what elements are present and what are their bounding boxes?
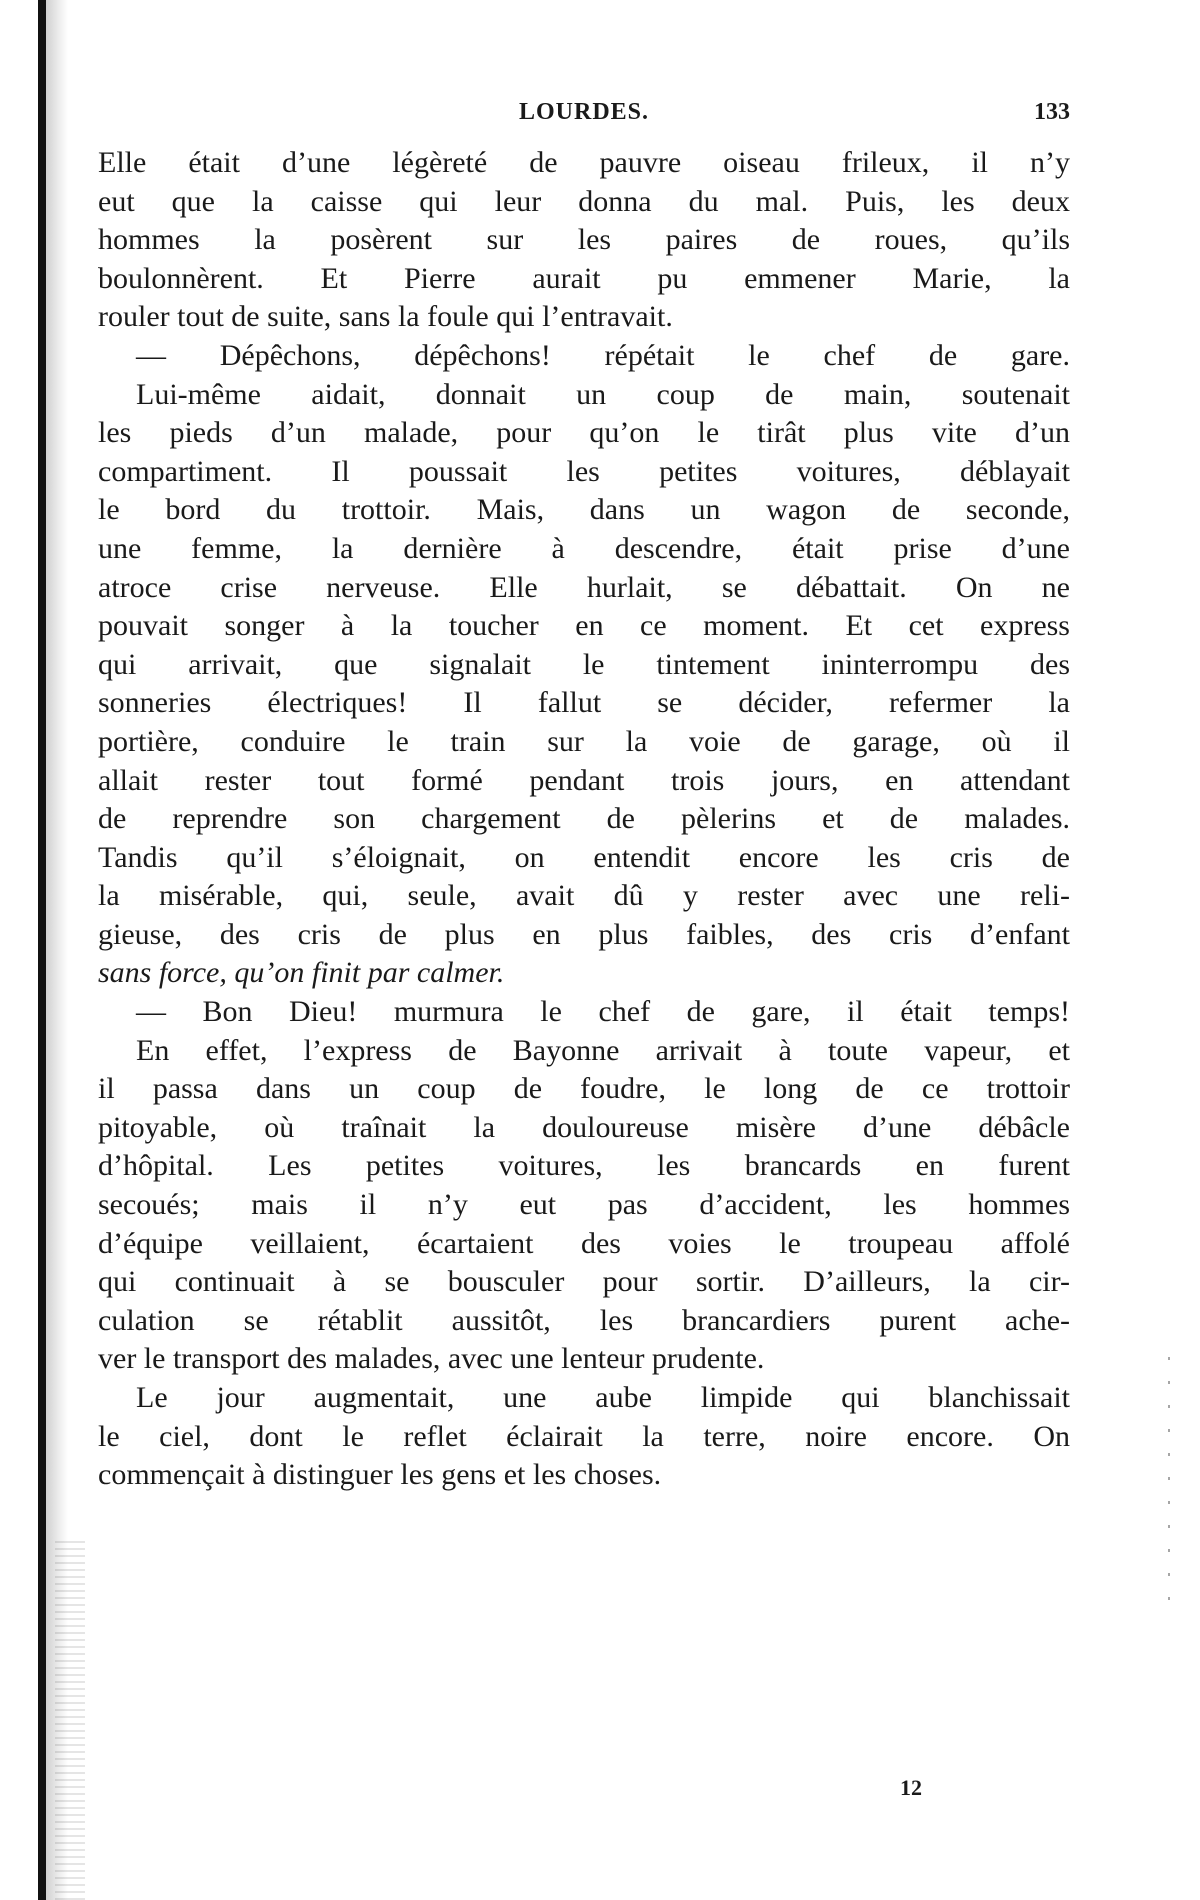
page-number: 133 <box>1034 99 1070 125</box>
text-line: la misérable, qui, seule, avait dû y rester avec une reli- <box>98 879 1070 913</box>
text-line: pouvait songer à la toucher en ce moment. Et cet express <box>98 609 1070 643</box>
text-line: de reprendre son chargement de pèlerins et de malades. <box>98 802 1070 836</box>
text-line: portière, conduire le train sur la voie de garage, où il <box>98 724 1070 758</box>
page-edge-dots <box>1168 1340 1170 1600</box>
text-line: qui arrivait, que signalait le tintement ininterrompu des <box>98 647 1070 681</box>
text-line: sans force, qu’on finit par calmer. <box>98 956 505 990</box>
text-line: gieuse, des cris de plus en plus faibles, des cris d’enfant <box>98 917 1070 951</box>
text-line: — Dépêchons, dépêchons! répétait le chef de gare. <box>136 338 1070 372</box>
signature-mark: 12 <box>900 1775 922 1800</box>
text-line: d’hôpital. Les petites voitures, les brancards en furent <box>98 1149 1070 1183</box>
text-line: rouler tout de suite, sans la foule qui l’entravait. <box>98 300 673 334</box>
text-line: qui continuait à se bousculer pour sortir. D’ailleurs, la cir- <box>98 1265 1070 1299</box>
text-line: pitoyable, où traînait la douloureuse misère d’une débâcle <box>98 1110 1070 1144</box>
text-line: En effet, l’express de Bayonne arrivait à toute vapeur, et <box>136 1033 1070 1067</box>
book-spine-edge <box>38 0 46 1900</box>
text-line: les pieds d’un malade, pour qu’on le tirât plus vite d’un <box>98 416 1070 450</box>
text-line: — Bon Dieu! murmura le chef de gare, il était temps! <box>136 995 1070 1029</box>
text-line: le bord du trottoir. Mais, dans un wagon de seconde, <box>98 493 1070 527</box>
text-line: Lui-même aidait, donnait un coup de main, soutenait <box>136 377 1070 411</box>
text-line: secoués; mais il n’y eut pas d’accident, les hommes <box>98 1188 1070 1222</box>
body-text <box>98 144 1070 1495</box>
text-line: d’équipe veillaient, écartaient des voies le troupeau affolé <box>98 1226 1070 1260</box>
text-line: eut que la caisse qui leur donna du mal. Puis, les deux <box>98 184 1070 218</box>
text-line: culation se rétablit aussitôt, les brancardiers purent ache- <box>98 1303 1070 1337</box>
text-line: une femme, la dernière à descendre, était prise d’une <box>98 531 1070 565</box>
text-line: sonneries électriques! Il fallut se décider, refermer la <box>98 686 1070 720</box>
page-header <box>98 96 1070 128</box>
text-line: Le jour augmentait, une aube limpide qui blanchissait <box>136 1381 1070 1414</box>
text-line: boulonnèrent. Et Pierre aurait pu emmener Marie, la <box>98 261 1070 295</box>
text-line: commençait à distinguer les gens et les choses. <box>98 1458 662 1492</box>
text-line: Elle était d’une légèreté de pauvre oiseau frileux, il n’y <box>98 146 1070 179</box>
text-line: atroce crise nerveuse. Elle hurlait, se débattait. On ne <box>98 570 1070 604</box>
text-line: ver le transport des malades, avec une lenteur prudente. <box>98 1342 765 1376</box>
text-line: compartiment. Il poussait les petites voitures, déblayait <box>98 454 1070 488</box>
running-title: LOURDES. <box>518 99 650 125</box>
text-line: allait rester tout formé pendant trois jours, en attendant <box>98 763 1070 797</box>
text-line: il passa dans un coup de foudre, le long de ce trottoir <box>98 1072 1070 1106</box>
text-line: le ciel, dont le reflet éclairait la terre, noire encore. On <box>98 1419 1070 1453</box>
text-line: Tandis qu’il s’éloignait, on entendit encore les cris de <box>98 840 1070 874</box>
text-line: hommes la posèrent sur les paires de roues, qu’ils <box>98 223 1070 257</box>
page-edge-speckle <box>55 1540 85 1900</box>
